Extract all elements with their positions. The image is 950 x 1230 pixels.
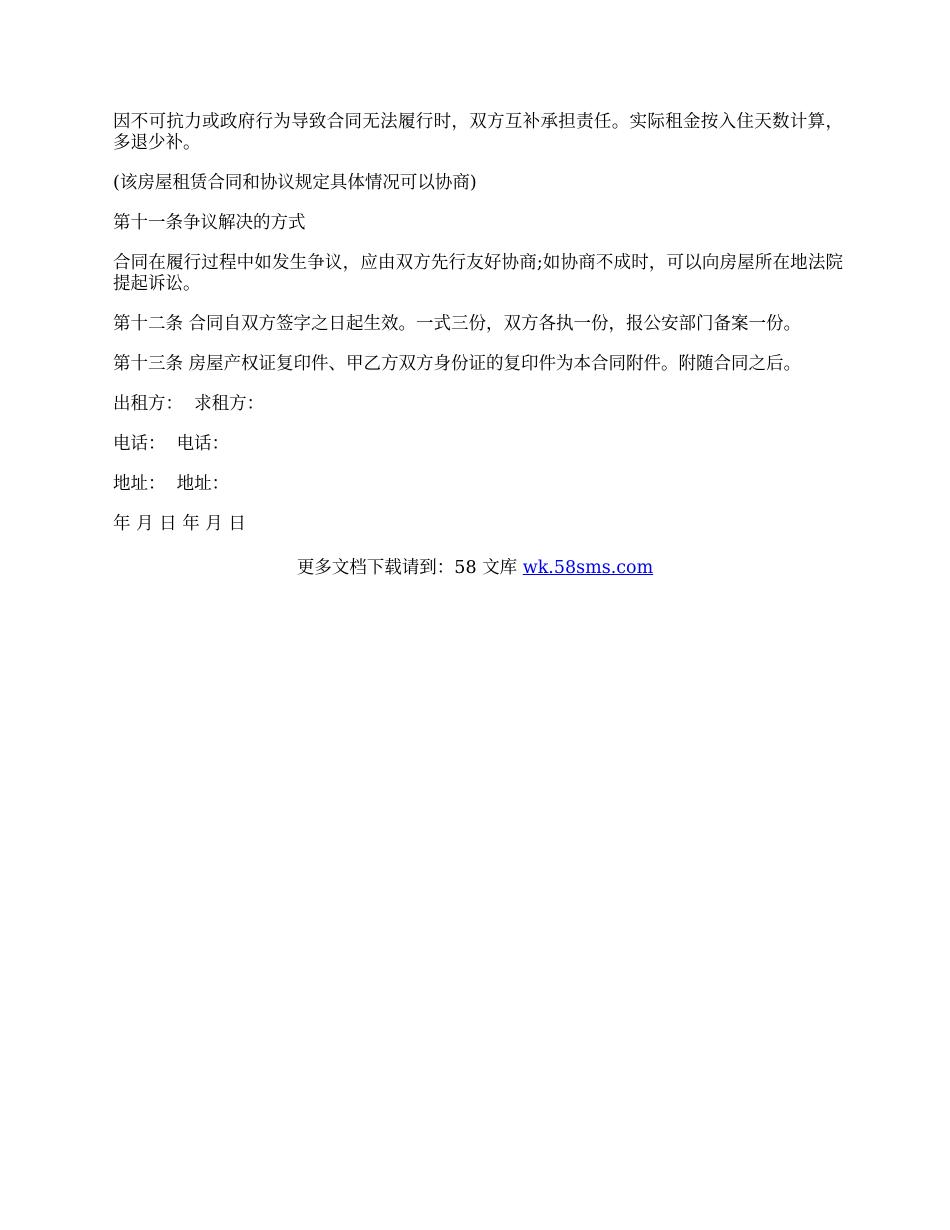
download-footer [0,556,950,580]
dispute-resolution-paragraph: 合同在履行过程中如发生争议，应由双方先行友好协商;如协商不成时，可以向房屋所在地法院提起诉讼。 [113,253,843,294]
date-line: 年 月 日 年 月 日 [113,514,246,534]
article-11-heading: 第十一条争议解决的方式 [113,213,306,233]
negotiation-note: (该房屋租赁合同和协议规定具体情况可以协商) [113,173,477,193]
article-13-paragraph: 第十三条 房屋产权证复印件、甲乙方双方身份证的复印件为本合同附件。附随合同之后。 [113,354,802,374]
address-line: 地址： 地址： [113,474,230,494]
document-body [113,112,843,554]
article-12-paragraph: 第十二条 合同自双方签字之日起生效。一式三份，双方各执一份，报公安部门备案一份。 [113,314,802,334]
phone-line: 电话： 电话： [113,434,230,454]
footer-text: 更多文档下载请到：58 文库 [296,558,523,578]
force-majeure-paragraph: 因不可抗力或政府行为导致合同无法履行时，双方互补承担责任。实际租金按入住天数计算，多退少补。 [113,112,843,153]
signature-parties-line: 出租方： 求租方： [113,394,265,414]
footer-link[interactable]: wk.58sms.com [522,558,654,578]
